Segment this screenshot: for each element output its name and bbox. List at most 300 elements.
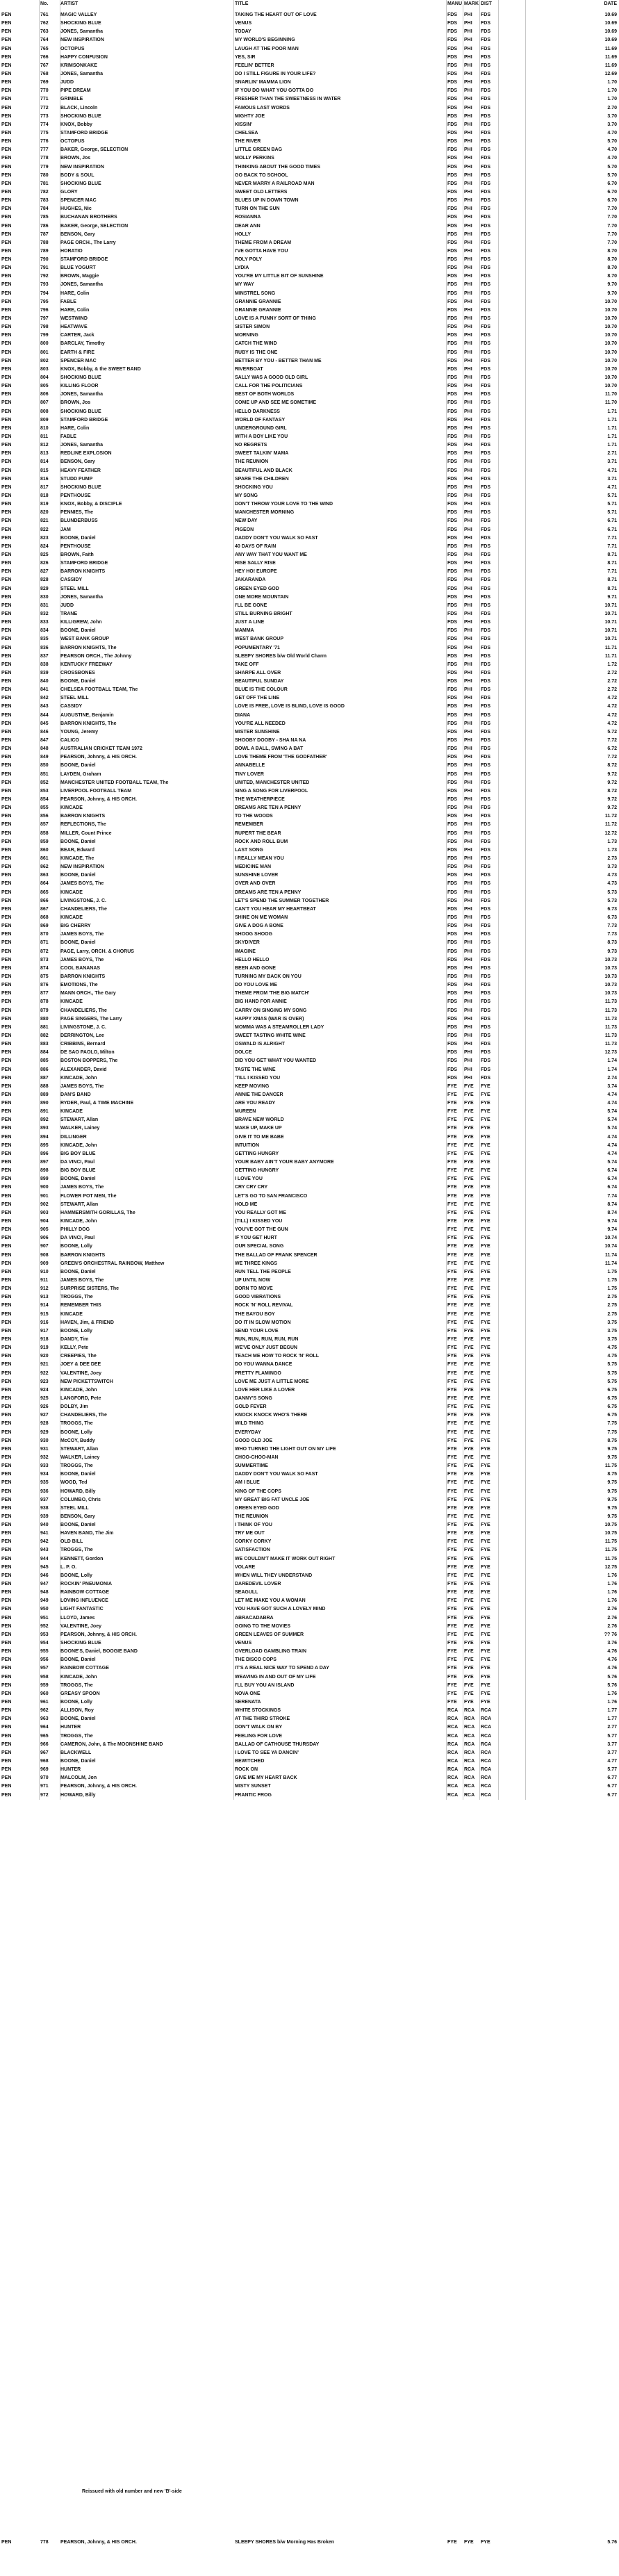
cell-dist: FYE (481, 1582, 490, 1587)
cell-dist: FDS (481, 552, 490, 557)
cell-artist: KINCADE, John (60, 1219, 97, 1224)
cell-prefix: PEN (1, 1573, 12, 1578)
cell-title: THE BALLAD OF FRANK SPENCER (235, 1252, 317, 1258)
cell-manu: FYE (447, 1539, 457, 1545)
cell-date: 11.69 (604, 54, 617, 60)
cell-manu: FDS (447, 535, 457, 541)
cell-mark: PHI (464, 325, 472, 330)
cell-title: ROCK ON (235, 1767, 258, 1773)
cell-manu: FDS (447, 983, 457, 988)
cell-mark: PHI (464, 215, 472, 220)
table-row (0, 838, 619, 846)
cell-mark: RCA (464, 1725, 475, 1730)
cell-artist: STAMFORD BRIDGE (60, 561, 108, 566)
cell-title: RUPERT THE BEAR (235, 830, 281, 836)
cell-prefix: PEN (1, 1615, 12, 1621)
cell-manu: RCA (447, 1725, 459, 1730)
table-row (0, 1513, 619, 1521)
cell-prefix: PEN (1, 38, 12, 43)
cell-number: 811 (40, 434, 49, 439)
cell-prefix: PEN (1, 366, 12, 372)
cell-number: 795 (40, 299, 49, 304)
cell-title: VENUS (235, 21, 252, 26)
cell-artist: BARRON KNIGHTS (60, 1252, 106, 1258)
cell-date: 12.69 (604, 71, 617, 76)
cell-artist: DA VINCI, Paul (60, 1236, 95, 1241)
cell-manu: FDS (447, 29, 457, 35)
table-row (0, 290, 619, 298)
cell-dist: FDS (481, 620, 490, 625)
cell-number: 968 (40, 1758, 49, 1764)
table-row (0, 172, 619, 180)
cell-manu: FYE (447, 1311, 457, 1317)
table-row (0, 568, 619, 576)
cell-mark: PHI (464, 822, 472, 828)
table-row (0, 1580, 619, 1589)
cell-date: 3.76 (607, 1641, 617, 1646)
cell-artist: BARRON KNIGHTS (60, 569, 106, 575)
cell-dist: FDS (481, 13, 490, 17)
cell-mark: FYE (464, 1641, 474, 1646)
cell-manu: FYE (447, 1176, 457, 1182)
cell-dist: FYE (481, 1488, 490, 1494)
cell-manu: FYE (447, 1564, 457, 1570)
cell-number: 888 (40, 1083, 49, 1089)
cell-prefix: PEN (1, 468, 12, 473)
cell-mark: PHI (464, 518, 472, 524)
cell-artist: LLOYD, James (60, 1615, 95, 1621)
cell-date: 5.77 (607, 1733, 617, 1739)
cell-date: 5.75 (607, 1379, 617, 1384)
cell-mark: FYE (464, 1176, 474, 1182)
cell-dist: FDS (481, 755, 490, 760)
header-artist: ARTIST (60, 1, 79, 6)
cell-mark: PHI (464, 122, 472, 127)
cell-dist: FYE (481, 1193, 490, 1199)
cell-title: SUNSHINE LOVER (235, 873, 279, 878)
cell-manu: FDS (447, 358, 457, 363)
cell-artist: WALKER, Lainey (60, 1454, 100, 1460)
cell-artist: GREEN'S ORCHESTRAL RAINBOW, Matthew (60, 1261, 165, 1266)
cell-mark: FYE (464, 1488, 474, 1494)
cell-dist: FYE (481, 1236, 490, 1241)
cell-artist: SHOCKING BLUE (60, 484, 101, 490)
cell-date: 4.73 (607, 873, 617, 878)
cell-prefix: PEN (1, 755, 12, 760)
cell-artist: JONES, Samantha (60, 594, 104, 600)
cell-title: ROLY POLY (235, 257, 263, 263)
cell-number: 949 (40, 1598, 49, 1604)
table-row (0, 914, 619, 922)
cell-prefix: PEN (1, 1201, 12, 1207)
cell-title: RISE SALLY RISE (235, 561, 276, 566)
cell-manu: FDS (447, 645, 457, 650)
cell-date: 9.75 (607, 1497, 617, 1502)
cell-artist: JOEY & DEE DEE (60, 1362, 101, 1368)
cell-title: UNDERGROUND GIRL (235, 425, 287, 431)
cell-date: 6.74 (607, 1185, 617, 1190)
table-row (0, 154, 619, 163)
cell-title: DREAMS ARE TEN A PENNY (235, 805, 302, 811)
cell-manu: FYE (447, 1674, 457, 1680)
cell-date: 1.73 (607, 839, 617, 844)
cell-prefix: PEN (1, 889, 12, 895)
cell-title: LOVE THEME FROM 'THE GODFATHER' (235, 755, 327, 760)
cell-title: IF YOU DO WHAT YOU GOTTA DO (235, 88, 314, 94)
cell-mark: PHI (464, 384, 472, 389)
cell-prefix: PEN (1, 375, 12, 381)
cell-prefix: PEN (1, 1649, 12, 1655)
cell-title: MISTER SUNSHINE (235, 729, 280, 735)
cell-manu: FDS (447, 788, 457, 794)
cell-dist: FDS (481, 130, 490, 136)
cell-dist: FDS (481, 662, 490, 667)
table-row (0, 1116, 619, 1124)
cell-dist: FYE (481, 1227, 490, 1233)
cell-number: 865 (40, 889, 49, 895)
cell-title: DADDY DON'T YOU WALK SO FAST (235, 1472, 318, 1477)
cell-title: SHINE ON ME WOMAN (235, 914, 288, 920)
cell-title: BALLAD OF CATHOUSE THURSDAY (235, 1741, 320, 1747)
cell-date: 9.75 (607, 1505, 617, 1511)
cell-title: GREEN EYED GOD (235, 1505, 279, 1511)
cell-manu: FDS (447, 755, 457, 760)
cell-number: 951 (40, 1615, 49, 1621)
cell-title: GREEN EYED GOD (235, 586, 279, 591)
cell-dist: FYE (481, 1590, 490, 1595)
cell-number: 972 (40, 1792, 49, 1798)
cell-artist: FABLE (60, 434, 76, 439)
cell-dist: FDS (481, 518, 490, 524)
cell-title: COME UP AND SEE ME SOMETIME (235, 400, 317, 406)
cell-artist: BOONE, Daniel (60, 839, 96, 844)
cell-dist: FYE (481, 1176, 490, 1182)
cell-manu: FDS (447, 1050, 457, 1056)
table-row (0, 602, 619, 610)
cell-dist: RCA (481, 1741, 492, 1747)
cell-prefix: PEN (1, 1024, 12, 1030)
cell-artist: STEEL MILL (60, 1505, 89, 1511)
cell-prefix: PEN (1, 147, 12, 153)
cell-prefix: PEN (1, 611, 12, 616)
cell-mark: PHI (464, 13, 472, 17)
cell-manu: FYE (447, 1210, 457, 1215)
cell-manu: FYE (447, 1438, 457, 1443)
cell-artist: BENSON, Gary (60, 231, 95, 237)
table-row (0, 1698, 619, 1707)
cell-title: FEELING FOR LOVE (235, 1733, 283, 1739)
cell-manu: FDS (447, 248, 457, 254)
table-row (0, 340, 619, 348)
cell-date: 8.75 (607, 1472, 617, 1477)
cell-manu: FDS (447, 21, 457, 26)
cell-mark: FYE (464, 1201, 474, 1207)
cell-dist: FDS (481, 459, 490, 465)
cell-title: IT'S A REAL NICE WAY TO SPEND A DAY (235, 1666, 329, 1671)
cell-title: YOU'RE MY LITTLE BIT OF SUNSHINE (235, 274, 324, 279)
cell-title: BIG HAND FOR ANNIE (235, 999, 287, 1005)
cell-manu: FDS (447, 198, 457, 204)
cell-date: 6.74 (607, 1168, 617, 1174)
cell-number: 950 (40, 1607, 49, 1612)
cell-mark: PHI (464, 864, 472, 870)
cell-date: 1.75 (607, 1286, 617, 1292)
cell-dist: FYE (481, 1083, 490, 1089)
cell-title: SALLY WAS A GOOD OLD GIRL (235, 375, 308, 381)
cell-number: 929 (40, 1429, 49, 1435)
cell-manu: FDS (447, 763, 457, 769)
table-row (0, 180, 619, 188)
header-date: DATE (604, 1, 617, 6)
cell-prefix: PEN (1, 80, 12, 85)
cell-artist: COOL BANANAS (60, 965, 101, 971)
cell-dist: FDS (481, 889, 490, 895)
cell-dist: FDS (481, 788, 490, 794)
cell-number: 798 (40, 325, 49, 330)
cell-number: 924 (40, 1387, 49, 1393)
cell-manu: FYE (447, 1497, 457, 1502)
cell-manu: FYE (447, 1413, 457, 1418)
cell-manu: FDS (447, 366, 457, 372)
cell-title: EVERYDAY (235, 1429, 261, 1435)
cell-prefix: PEN (1, 1210, 12, 1215)
cell-dist: FDS (481, 805, 490, 811)
cell-date: 10.69 (604, 13, 617, 17)
cell-date: 7.73 (607, 924, 617, 929)
cell-artist: GLORY (60, 189, 78, 195)
cell-dist: FDS (481, 63, 490, 68)
cell-date: 9.75 (607, 1480, 617, 1486)
cell-number: 856 (40, 814, 49, 819)
table-row (0, 391, 619, 399)
cell-date: 2.72 (607, 670, 617, 675)
cell-artist: BODY & SOUL (60, 172, 94, 178)
cell-number: 877 (40, 991, 49, 996)
cell-manu: FDS (447, 873, 457, 878)
cell-manu: FDS (447, 974, 457, 979)
cell-prefix: PEN (1, 965, 12, 971)
cell-manu: FDS (447, 889, 457, 895)
cell-mark: PHI (464, 316, 472, 322)
table-row (0, 939, 619, 947)
table-row (0, 11, 619, 19)
cell-date: 6.73 (607, 914, 617, 920)
cell-date: 5.74 (607, 1117, 617, 1123)
table-row (0, 484, 619, 492)
cell-manu: FDS (447, 130, 457, 136)
cell-date: 7.70 (607, 206, 617, 212)
cell-prefix: PEN (1, 181, 12, 186)
cell-artist: WOOD, Ted (60, 1480, 88, 1486)
cell-artist: MILLER, Count Prince (60, 830, 112, 836)
cell-number: 958 (40, 1674, 49, 1680)
cell-dist: FDS (481, 898, 490, 903)
cell-date: 2.76 (607, 1607, 617, 1612)
table-row (0, 897, 619, 905)
cell-manu: FDS (447, 71, 457, 76)
cell-artist: HEAVY FEATHER (60, 468, 101, 473)
cell-dist: FYE (481, 1548, 490, 1553)
cell-manu: FDS (447, 805, 457, 811)
cell-date: 4.73 (607, 881, 617, 887)
cell-mark: FYE (464, 1472, 474, 1477)
cell-mark: FYE (464, 1429, 474, 1435)
cell-dist: FYE (481, 1142, 490, 1148)
table-row (0, 1099, 619, 1108)
cell-mark: PHI (464, 80, 472, 85)
cell-date: 6.70 (607, 198, 617, 204)
cell-number: 848 (40, 746, 49, 752)
table-row (0, 1774, 619, 1782)
cell-title: LOVE ME JUST A LITTLE MORE (235, 1379, 309, 1384)
cell-prefix: PEN (1, 1463, 12, 1469)
table-row (0, 1614, 619, 1623)
table-row (0, 458, 619, 466)
cell-number: 908 (40, 1252, 49, 1258)
table-row (0, 1049, 619, 1057)
cell-artist: FABLE (60, 299, 76, 304)
cell-date: 5.74 (607, 1126, 617, 1131)
cell-number: 918 (40, 1336, 49, 1342)
cell-number: 802 (40, 358, 49, 363)
cell-prefix: PEN (1, 1134, 12, 1140)
cell-prefix: PEN (1, 1083, 12, 1089)
cell-mark: FYE (464, 1413, 474, 1418)
cell-title: I'VE GOTTA HAVE YOU (235, 248, 288, 254)
cell-mark: FYE (464, 1632, 474, 1637)
cell-number: 916 (40, 1320, 49, 1325)
cell-title: VENUS (235, 1641, 252, 1646)
cell-artist: ROCKIN' PNEUMONIA (60, 1582, 112, 1587)
cell-mark: PHI (464, 788, 472, 794)
cell-title: ARE YOU READY (235, 1101, 276, 1106)
cell-date: 12.72 (604, 830, 617, 836)
cell-manu: FYE (447, 1354, 457, 1359)
cell-mark: PHI (464, 797, 472, 803)
cell-mark: FYE (464, 1193, 474, 1199)
cell-mark: PHI (464, 139, 472, 145)
cell-prefix: PEN (1, 358, 12, 363)
cell-number: 787 (40, 231, 49, 237)
cell-mark: PHI (464, 687, 472, 693)
cell-dist: FDS (481, 602, 490, 608)
cell-dist: FDS (481, 172, 490, 178)
cell-number: 952 (40, 1623, 49, 1629)
cell-number: 869 (40, 924, 49, 929)
cell-number: 943 (40, 1548, 49, 1553)
cell-dist: FYE (481, 1345, 490, 1351)
cell-manu: FYE (447, 1472, 457, 1477)
cell-dist: FDS (481, 704, 490, 709)
cell-artist: KINCADE, John (60, 1142, 97, 1148)
cell-title: CARRY ON SINGING MY SONG (235, 1008, 307, 1013)
cell-prefix: PEN (1, 198, 12, 204)
cell-mark: PHI (464, 29, 472, 35)
cell-mark: PHI (464, 1024, 472, 1030)
cell-dist: FDS (481, 1033, 490, 1038)
table-row (0, 146, 619, 154)
cell-date: 5.74 (607, 1160, 617, 1165)
cell-artist: HUNTER (60, 1725, 81, 1730)
cell-prefix: PEN (1, 459, 12, 465)
cell-artist: JUDD (60, 602, 74, 608)
table-row (0, 1209, 619, 1217)
cell-number: 919 (40, 1345, 49, 1351)
cell-artist: BOONE, Daniel (60, 940, 96, 946)
cell-artist: CRIBBINS, Bernard (60, 1042, 106, 1047)
cell-mark: PHI (464, 164, 472, 170)
cell-artist: SURPRISE SISTERS, The (60, 1286, 119, 1292)
cell-prefix: PEN (1, 1421, 12, 1427)
cell-mark: RCA (464, 1741, 475, 1747)
table-row (0, 121, 619, 129)
cell-prefix: PEN (1, 1236, 12, 1241)
cell-date: 12.75 (604, 1564, 617, 1570)
cell-prefix: PEN (1, 957, 12, 962)
cell-prefix: PEN (1, 1117, 12, 1123)
cell-manu: FDS (447, 662, 457, 667)
table-row (0, 1217, 619, 1226)
cell-artist: SHOCKING BLUE (60, 181, 101, 186)
cell-artist: LAYDEN, Graham (60, 771, 101, 777)
cell-mark: FYE (464, 1362, 474, 1368)
cell-number: 776 (40, 139, 49, 145)
cell-manu: FYE (447, 1345, 457, 1351)
cell-prefix: PEN (1, 333, 12, 338)
cell-mark: PHI (464, 38, 472, 43)
cell-number: 934 (40, 1472, 49, 1477)
cell-number: 821 (40, 518, 49, 524)
cell-prefix: PEN (1, 729, 12, 735)
cell-dist: FDS (481, 974, 490, 979)
cell-prefix: PEN (1, 645, 12, 650)
cell-artist: PEARSON, Johnny, & HIS ORCH. (60, 1784, 137, 1789)
cell-prefix: PEN (1, 1109, 12, 1115)
cell-dist: FDS (481, 392, 490, 397)
cell-dist: FDS (481, 712, 490, 718)
cell-number: 789 (40, 248, 49, 254)
cell-manu: FDS (447, 847, 457, 853)
cell-title: LAUGH AT THE POOR MAN (235, 46, 299, 51)
cell-manu: FYE (447, 1236, 457, 1241)
cell-artist: KINCADE (60, 1311, 83, 1317)
cell-title: I LOVE TO SEE YA DANCIN' (235, 1750, 299, 1755)
cell-title: BLUE IS THE COLOUR (235, 687, 288, 693)
cell-artist: PAGE ORCH., The Larry (60, 240, 116, 245)
table-row (0, 213, 619, 222)
cell-manu: FYE (447, 1691, 457, 1696)
cell-manu: FYE (447, 1244, 457, 1249)
cell-manu: FDS (447, 729, 457, 735)
cell-title: SUMMERTIME (235, 1463, 268, 1469)
cell-date: 6.71 (607, 518, 617, 524)
cell-mark: FYE (464, 1379, 474, 1384)
table-row (0, 87, 619, 95)
cell-artist: KNOX, Bobby, & DISCIPLE (60, 502, 122, 507)
cell-dist: FDS (481, 577, 490, 583)
cell-manu: FDS (447, 409, 457, 414)
cell-artist: PIPE DREAM (60, 88, 91, 94)
cell-number: 780 (40, 172, 49, 178)
table-row (0, 1183, 619, 1192)
cell-dist: FYE (481, 1244, 490, 1249)
cell-manu: FDS (447, 38, 457, 43)
table-row (0, 475, 619, 484)
cell-mark: FYE (464, 1395, 474, 1401)
table-row (0, 1293, 619, 1302)
cell-title: HEY HO! EUROPE (235, 569, 277, 575)
cell-mark: FYE (464, 1278, 474, 1283)
